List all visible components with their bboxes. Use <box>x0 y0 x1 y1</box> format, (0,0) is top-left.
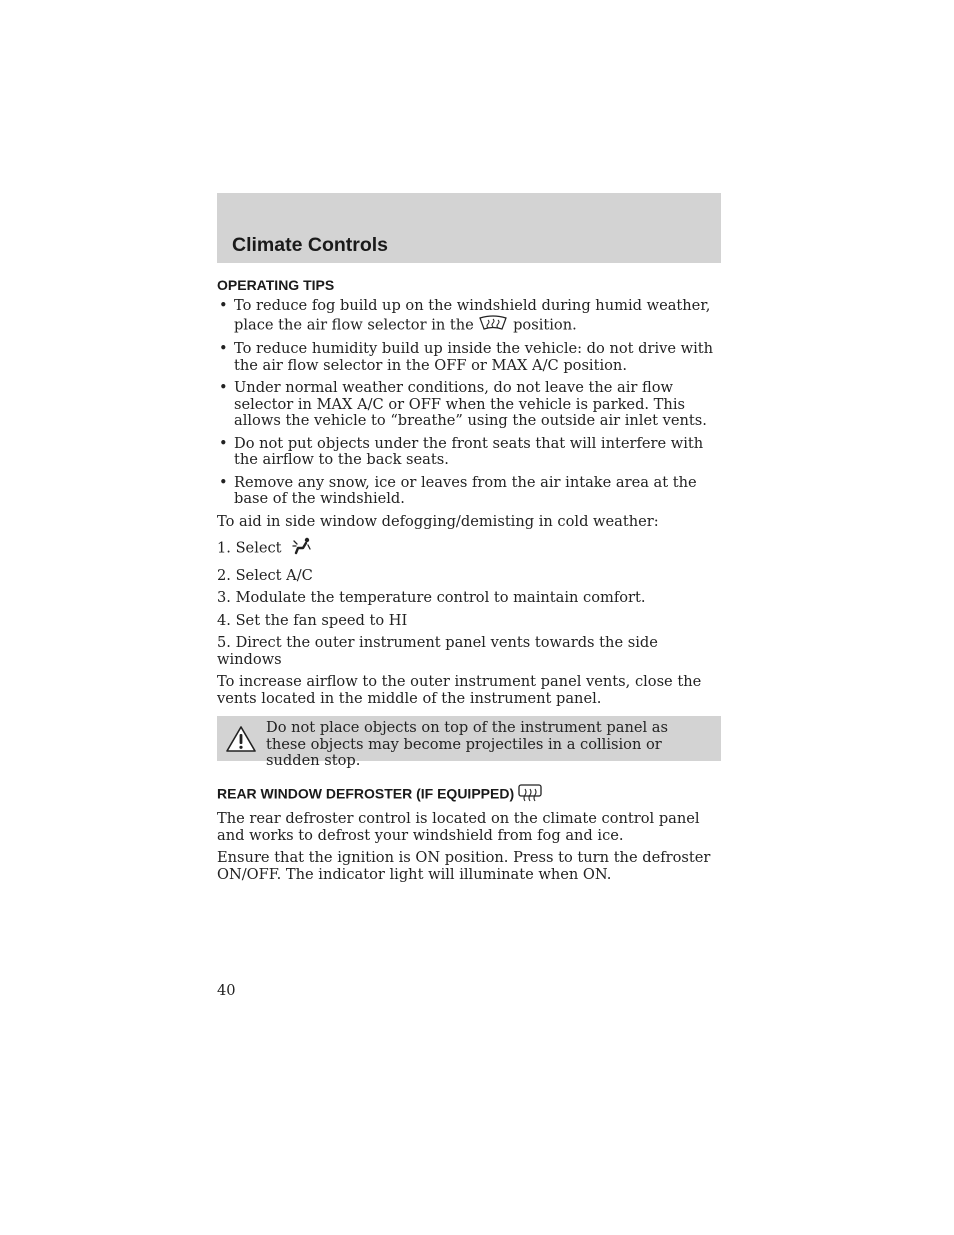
step-item <box>217 635 721 668</box>
warning-text: Do not place objects on top of the instrument panel as these objects may become projectiles in a collision or sudden stop. <box>266 719 668 769</box>
defog-intro: To aid in side window defogging/demisting in cold weather: <box>217 512 659 530</box>
section-title: Climate Controls <box>232 234 389 256</box>
step-4-text: 4. Set the fan speed to HI <box>217 611 408 629</box>
tip-4-text: Do not put objects under the front seats that will interfere with the airflow to the back seats. <box>234 434 704 468</box>
warning-box <box>217 716 721 769</box>
page-content <box>217 276 721 883</box>
rear-defroster-heading-text: REAR WINDOW DEFROSTER (IF EQUIPPED) <box>217 785 515 802</box>
airflow-note: To increase airflow to the outer instrument panel vents, close the vents located in the middle of the instrument panel. <box>217 673 702 707</box>
list-item <box>217 380 721 430</box>
step-1-text: 1. Select <box>217 539 282 557</box>
list-item <box>217 436 721 469</box>
windshield-defrost-icon <box>478 315 508 336</box>
tip-5-text: Remove any snow, ice or leaves from the air intake area at the base of the windshield. <box>234 473 697 507</box>
bullet-dot: • <box>219 434 228 452</box>
tip-3-text: Under normal weather conditions, do not leave the air flow selector in MAX A/C or OFF when the vehicle is parked. This allows the vehicle to “breathe” using the outside air inlet vents. <box>234 379 707 429</box>
operating-tips-heading: OPERATING TIPS <box>217 277 335 293</box>
tip-1-text-a: To reduce fog build up on the windshield during humid weather, place the air flow selector in the <box>234 297 711 333</box>
rear-defroster-p1: The rear defroster control is located on the climate control panel and works to defrost your windshield from fog and ice. <box>217 810 700 844</box>
section-header-band <box>217 193 721 263</box>
step-item <box>217 613 721 630</box>
list-item <box>217 475 721 508</box>
list-item <box>217 298 721 335</box>
rear-defrost-icon <box>518 784 542 806</box>
bullet-dot: • <box>219 473 228 491</box>
bullet-dot: • <box>219 297 228 314</box>
step-2-text: 2. Select A/C <box>217 566 313 584</box>
list-item <box>217 341 721 374</box>
step-3-text: 3. Modulate the temperature control to maintain comfort. <box>217 589 646 606</box>
operating-tips-list <box>217 298 721 508</box>
warning-triangle-icon <box>225 725 257 758</box>
tip-2-text: To reduce humidity build up inside the vehicle: do not drive with the air flow selector in the OFF or MAX A/C position. <box>234 340 714 374</box>
rear-defroster-p2: Ensure that the ignition is ON position. Press to turn the defroster ON/OFF. The indicator light will illuminate when ON. <box>217 849 711 883</box>
floor-defrost-icon <box>292 537 312 560</box>
page-number: 40 <box>217 982 236 999</box>
defog-steps <box>217 537 721 668</box>
step-item <box>217 537 721 560</box>
step-item <box>217 590 721 607</box>
bullet-dot: • <box>219 340 228 357</box>
step-item <box>217 568 721 585</box>
step-5-text: 5. Direct the outer instrument panel vents towards the side windows <box>217 634 658 668</box>
tip-1-text-b: position. <box>513 315 577 333</box>
rear-defroster-heading <box>217 784 721 806</box>
bullet-dot: • <box>219 379 228 396</box>
